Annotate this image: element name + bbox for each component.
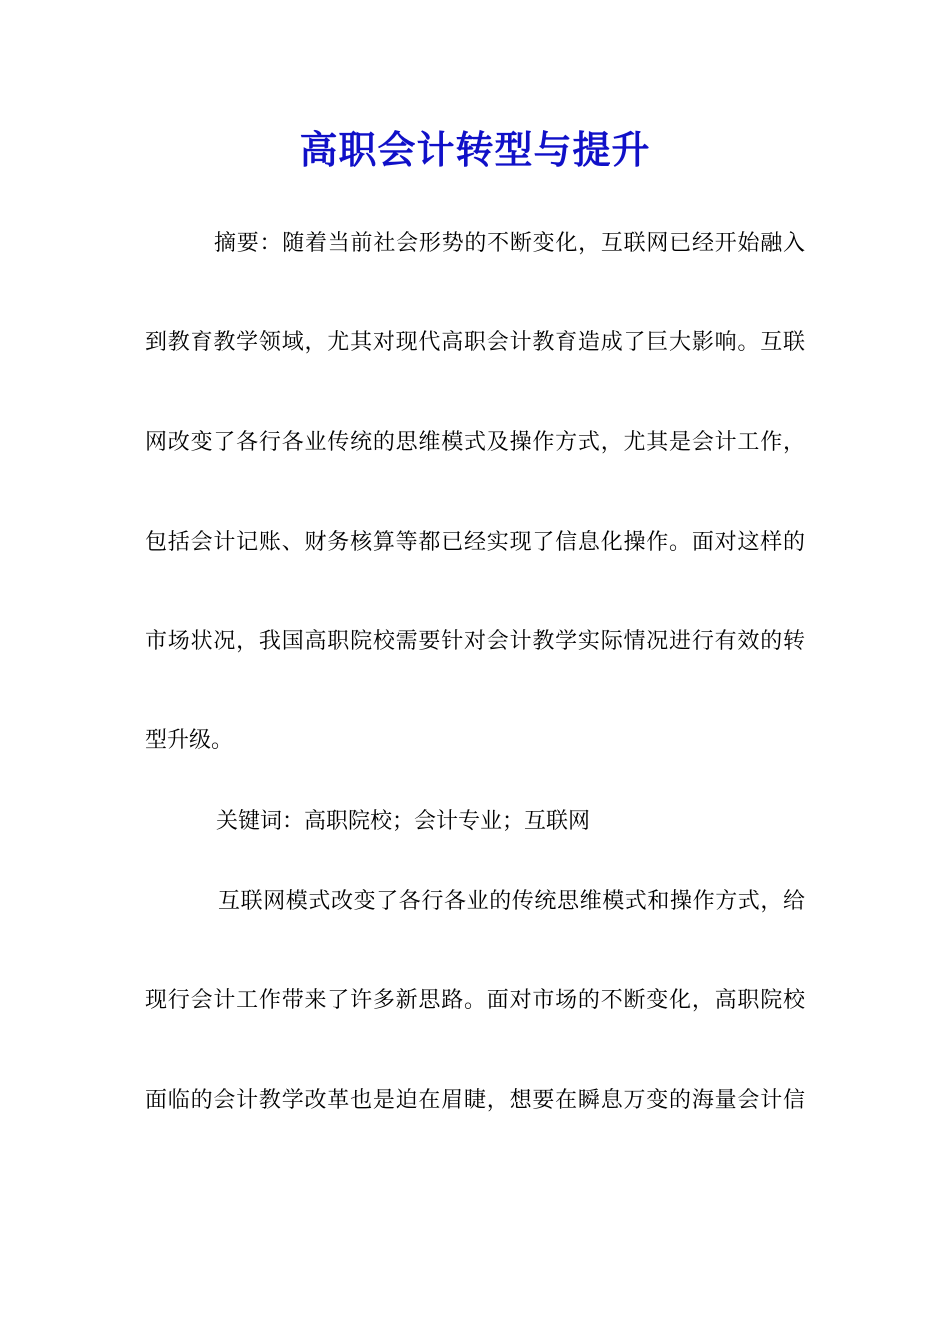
abstract-text: 随着当前社会形势的不断变化，互联网已经开始融入 [282,231,805,256]
abstract-line-1 [214,229,805,259]
abstract-line-5: 市场状况，我国高职院校需要针对会计教学实际情况进行有效的转 [145,629,805,654]
abstract-label: 摘要： [214,231,283,256]
abstract-line-6: 型升级。 [145,728,234,753]
keywords-label: 关键词： [216,809,305,834]
keywords-line [216,807,805,837]
body-line-2: 现行会计工作带来了许多新思路。面对市场的不断变化，高职院校 [145,988,805,1013]
document-title: 高职会计转型与提升 [299,127,651,172]
body-line-3: 面临的会计教学改革也是迫在眉睫，想要在瞬息万变的海量会计信 [145,1088,805,1113]
body-line-1: 互联网模式改变了各行各业的传统思维模式和操作方式，给 [218,889,805,914]
abstract-line-4: 包括会计记账、财务核算等都已经实现了信息化操作。面对这样的 [145,530,805,555]
keywords-text: 高职院校；会计专业；互联网 [304,809,591,834]
abstract-line-3: 网改变了各行各业传统的思维模式及操作方式，尤其是会计工作， [145,430,805,455]
abstract-line-2: 到教育教学领域，尤其对现代高职会计教育造成了巨大影响。互联 [145,330,805,355]
